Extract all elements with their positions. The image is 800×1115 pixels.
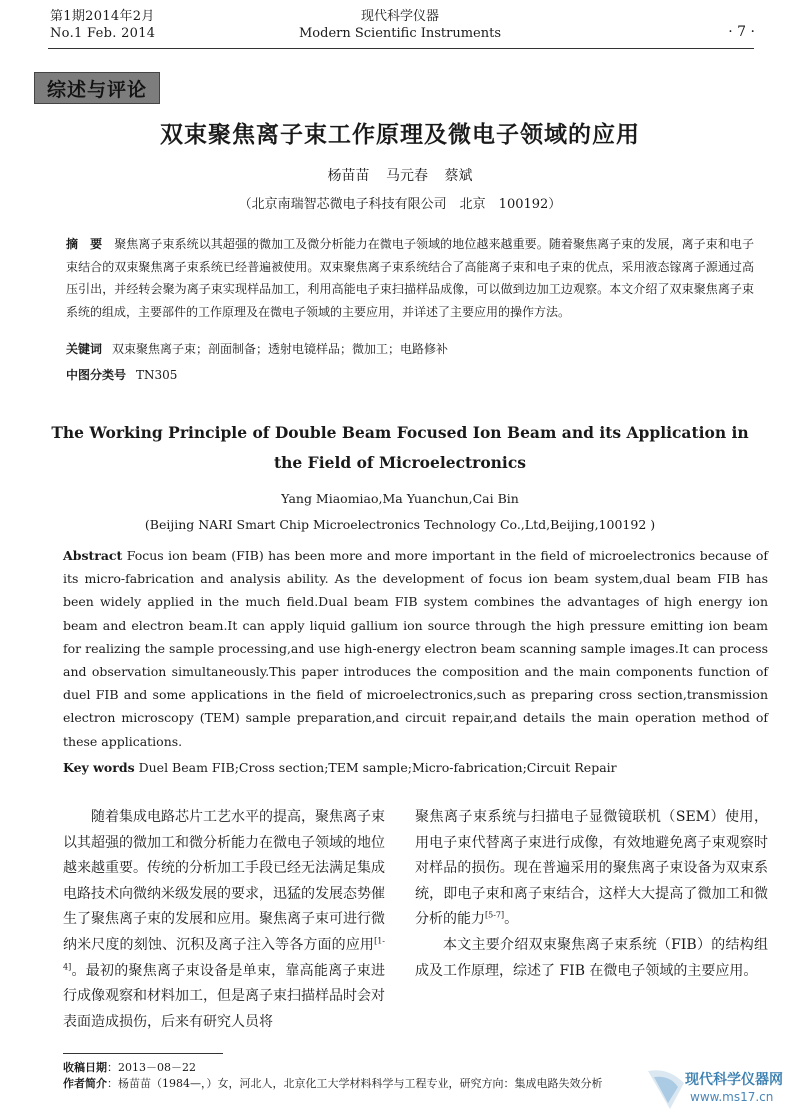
author-bio-label: 作者简介 bbox=[63, 1077, 107, 1090]
header-rule bbox=[48, 48, 754, 49]
keywords-cn-label: 关键词 bbox=[66, 342, 103, 356]
title-en: The Working Principle of Double Beam Focused Ion Beam and its Application in the Field of Microelectronics bbox=[51, 423, 749, 472]
citation: [5-7] bbox=[485, 910, 505, 920]
section-tag bbox=[34, 72, 160, 104]
classification-label: 中图分类号 bbox=[66, 368, 127, 382]
authors-en: Yang Miaomiao,Ma Yuanchun,Cai Bin bbox=[281, 491, 519, 506]
body-text: 聚焦离子束系统与扫描电子显微镜联机（SEM）使用，用电子束代替离子束进行成像，有效地避免离子束观察时对样品的损伤。现在普遍采用的聚焦离子束设备为双束系统，即电子束和离子束结合，这样大大提高了微加工和微分析的能力 bbox=[415, 809, 768, 928]
body-column-left bbox=[63, 805, 385, 1035]
section-tag-label: 综述与评论 bbox=[46, 78, 147, 101]
abstract-en-label: Abstract bbox=[63, 548, 123, 563]
abstract-cn bbox=[66, 233, 754, 323]
footnote-author bbox=[63, 1076, 603, 1091]
authors-cn: 杨苗苗 马元春 蔡斌 bbox=[327, 168, 473, 184]
received-value: ：2013－08－22 bbox=[107, 1061, 196, 1074]
issue-en: No.1 Feb. 2014 bbox=[50, 26, 156, 41]
abstract-en bbox=[63, 544, 768, 753]
keywords-en bbox=[63, 760, 768, 775]
title-cn: 双束聚焦离子束工作原理及微电子领域的应用 bbox=[160, 121, 640, 148]
citation: [1-4] bbox=[63, 936, 385, 971]
issue-cn: 第1期2014年2月 bbox=[50, 9, 155, 24]
abstract-cn-label: 摘 要 bbox=[66, 237, 103, 251]
affiliation-cn: （北京南瑞智芯微电子科技有限公司 北京 100192） bbox=[238, 197, 562, 212]
author-bio-value: ：杨苗苗（1984—，）女，河北人，北京化工大学材料科学与工程专业，研究方向：集成电路失效分析 bbox=[107, 1077, 603, 1090]
keywords-cn-text: 双束聚焦离子束；剖面制备；透射电镜样品；微加工；电路修补 bbox=[112, 342, 449, 356]
watermark-name: 现代科学仪器网 bbox=[685, 1072, 783, 1088]
body-paragraph: 本文主要介绍双束聚焦离子束系统（FIB）的结构组成及工作原理，综述了 FIB 在微电子领域的主要应用。 bbox=[415, 936, 768, 979]
footnote-received bbox=[63, 1060, 196, 1075]
journal-cn: 现代科学仪器 bbox=[360, 9, 439, 24]
journal-name bbox=[0, 8, 800, 42]
abstract-cn-text: 聚焦离子束系统以其超强的微加工及微分析能力在微电子领域的地位越来越重要。随着聚焦离子束的发展，离子束和电子束结合的双束聚焦离子束系统已经普遍被使用。双束聚焦离子束系统结合了高能离子束和电子束的优点，采用液态镓离子源通过高压引出，并经转会聚为离子束实现样品加工，利用高能电子束扫描样品成像，可以做到边加工边观察。本文介绍了双束聚焦离子束系统的组成，主要部件的工作原理及在微电子领域的主要应用，并详述了主要应用的操作方法。 bbox=[66, 237, 754, 319]
keywords-en-label: Key words bbox=[63, 760, 135, 775]
body-text: 。 bbox=[504, 911, 519, 928]
watermark-url: www.ms17.cn bbox=[690, 1090, 774, 1104]
body-text: 。最初的聚焦离子束设备是单束，靠高能离子束进行成像观察和材料加工，但是离子束扫描样品时会对表面造成损伤，后来有研究人员将 bbox=[63, 962, 385, 1030]
classification-value: TN305 bbox=[136, 368, 178, 382]
body-paragraph bbox=[415, 805, 768, 933]
abstract-en-text: Focus ion beam (FIB) has been more and more important in the field of microelectronics because of its micro-fabrication and analysis ability. As the development of focus ion beam system,dual beam FIB has been widely applied in the much field.Dual beam FIB system combines the advantages of high energy ion beam and electron beam.It can apply liquid gallium ion source through the high pressure emitting ion beam for realizing the sample processing,and use high-energy electron beam scanning sample images.It can process and observation simultaneously.This paper introduces the composition and the main components function of duel FIB and some applications in the field of microelectronics,such as preparing cross section,transmission electron microscopy (TEM) sample preparation,and circuit repair,and details the main operation method of these applications. bbox=[63, 548, 768, 749]
keywords-en-text: Duel Beam FIB;Cross section;TEM sample;Micro-fabrication;Circuit Repair bbox=[138, 760, 617, 775]
body-column-right bbox=[415, 805, 768, 984]
body-text: 随着集成电路芯片工艺水平的提高，聚焦离子束以其超强的微加工和微分析能力在微电子领域的地位越来越重要。传统的分析加工手段已经无法满足集成电路技术向微纳米级发展的要求，迅猛的发展态势催生了聚焦离子束的发展和应用。聚焦离子束可进行微纳米尺度的刻蚀、沉积及离子注入等各方面的应用 bbox=[63, 809, 385, 953]
keywords-cn bbox=[66, 340, 756, 357]
classification bbox=[66, 366, 177, 383]
affiliation-en: (Beijing NARI Smart Chip Microelectronics Technology Co.,Ltd,Beijing,100192 ) bbox=[144, 517, 656, 532]
footnote-rule bbox=[63, 1053, 223, 1054]
received-label: 收稿日期 bbox=[63, 1061, 107, 1074]
body-paragraph bbox=[63, 805, 385, 1035]
journal-en: Modern Scientific Instruments bbox=[298, 26, 502, 41]
page-number: · 7 · bbox=[728, 24, 755, 40]
